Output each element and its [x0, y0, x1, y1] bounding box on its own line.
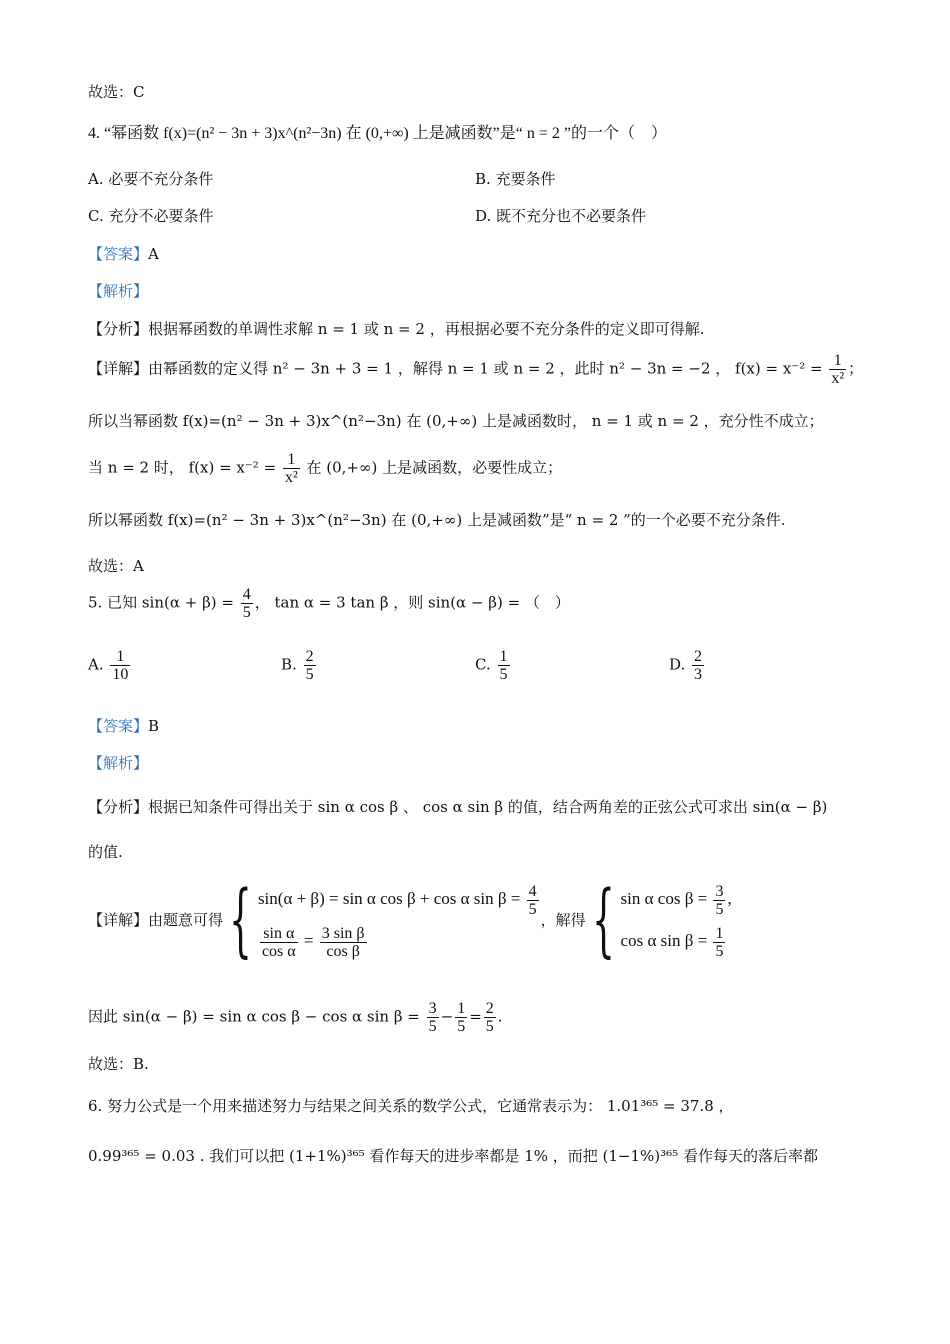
analysis-tag: 【解析】	[88, 282, 149, 300]
analysis-label: 【分析】	[88, 320, 149, 338]
q5-detail-system: 【详解】由题意可得{ sin(α + β) = sin α cos β + cos α sin β = $\frac{4}{5}$ $\frac{\text{sin α}}{\text{cos α}}$ = $\frac{\text{3 sin β}}{\text{cos β}}$ ，解得{ sin α cos β = $\frac{3}{5}$ , cos α sin β = $\frac{1}{5}$	[88, 873, 732, 966]
equation-system: sin(α + β) = sin α cos β + cos α sin β = $\frac{4}{5}$ $\frac{\text{sin α}}{\text{cos α}}$ = $\frac{\text{3 sin β}}{\text{cos β}}$	[257, 882, 537, 960]
q4-option-d: D. 既不充分也不必要条件	[475, 207, 647, 225]
q4-option-c: C. 充分不必要条件	[88, 207, 214, 225]
q4-detail-3: 当 n = 2 时， f(x) = x⁻² = $\frac{1}{\text{x²}}$ 在 (0,+∞) 上是减函数，必要性成立；	[88, 451, 563, 486]
q4-detail-2: 所以当幂函数 f(x)=(n² − 3n + 3)x^(n²−3n) 在 (0,+∞) 上是减函数时， n = 1 或 n = 2 ，充分性不成立；	[88, 412, 824, 430]
q4-analysis	[88, 319, 704, 339]
detail-label: 【详解】	[88, 359, 149, 378]
analysis-text: 根据幂函数的单调性求解 n = 1 或 n = 2 ，再根据必要不充分条件的定义即可得解.	[148, 320, 705, 338]
solution-system: sin α cos β = $\frac{3}{5}$ , cos α sin β = $\frac{1}{5}$	[620, 882, 732, 960]
q5-option-c: C. $\frac{1}{5}$	[475, 648, 508, 683]
q5-analysis-cont: 的值.	[88, 843, 123, 861]
analysis-tag-5: 【解析】	[88, 754, 149, 772]
fraction: $\frac{1}{\text{x²}}$	[831, 352, 845, 387]
question-6-line-1: 6. 努力公式是一个用来描述努力与结果之间关系的数学公式，它通常表示为： 1.01³⁶⁵ = 37.8 ，	[88, 1097, 734, 1115]
fraction: $\frac{1}{\text{x²}}$	[284, 451, 298, 486]
left-brace: {	[591, 873, 615, 966]
q5-analysis: 【分析】根据已知条件可得出关于 sin α cos β 、 cos α sin β 的值，结合两角差的正弦公式可求出 sin(α − β)	[88, 798, 828, 816]
q4-option-a: A. 必要不充分条件	[88, 170, 214, 188]
q5-answer: 【答案】B	[88, 717, 160, 735]
answer-value: A	[148, 245, 159, 263]
q4-detail-4: 所以幂函数 f(x)=(n² − 3n + 3)x^(n²−3n) 在 (0,+∞) 上是减函数”是“ n = 2 ”的一个必要不充分条件.	[88, 511, 786, 529]
q5-final-choice: 故选：B.	[88, 1055, 149, 1073]
answer-tag: 【答案】	[88, 245, 149, 263]
q5-option-b: B. $\frac{2}{5}$	[281, 648, 314, 683]
answer-choice-line: 故选：C	[88, 83, 145, 101]
left-brace: {	[229, 873, 252, 966]
q4-detail-1: 【详解】由幂函数的定义得 n² − 3n + 3 = 1 ，解得 n = 1 或 n = 2 ，此时 n² − 3n = −2 ， f(x) = x⁻² = $\frac{1}{\text{x²}}$ ；	[88, 352, 864, 387]
fraction: $\frac{4}{5}$	[242, 586, 251, 621]
q4-option-b: B. 充要条件	[475, 170, 556, 188]
question-5: 5. 已知 sin(α + β) = $\frac{4}{5}$ ， tan α = 3 tan β ，则 sin(α − β) = （ ）	[88, 586, 570, 621]
q5-option-a: A. $\frac{1}{10}$	[88, 648, 129, 683]
q4-final-choice: 故选：A	[88, 557, 144, 575]
q5-option-d: D. $\frac{2}{3}$	[669, 648, 703, 683]
question-6-line-2: 0.99³⁶⁵ = 0.03 . 我们可以把 (1+1%)³⁶⁵ 看作每天的进步率都是 1% ，而把 (1−1%)³⁶⁵ 看作每天的落后率都	[88, 1147, 818, 1165]
q4-answer	[88, 244, 159, 264]
q5-conclusion: 因此 sin(α − β) = sin α cos β − cos α sin β = $\frac{3}{5}$ − $\frac{1}{5}$ = $\frac{2}{5}$ .	[88, 1000, 503, 1035]
detail-text: 由幂函数的定义得 n² − 3n + 3 = 1 ，解得 n = 1 或 n = 2 ，此时 n² − 3n = −2 ， f(x) = x⁻² =	[148, 359, 828, 378]
question-4: 4. “幂函数 f(x)=(n² − 3n + 3)x^(n²−3n) 在 (0,+∞) 上是减函数”是“ n = 2 ”的一个（ ）	[88, 125, 668, 142]
